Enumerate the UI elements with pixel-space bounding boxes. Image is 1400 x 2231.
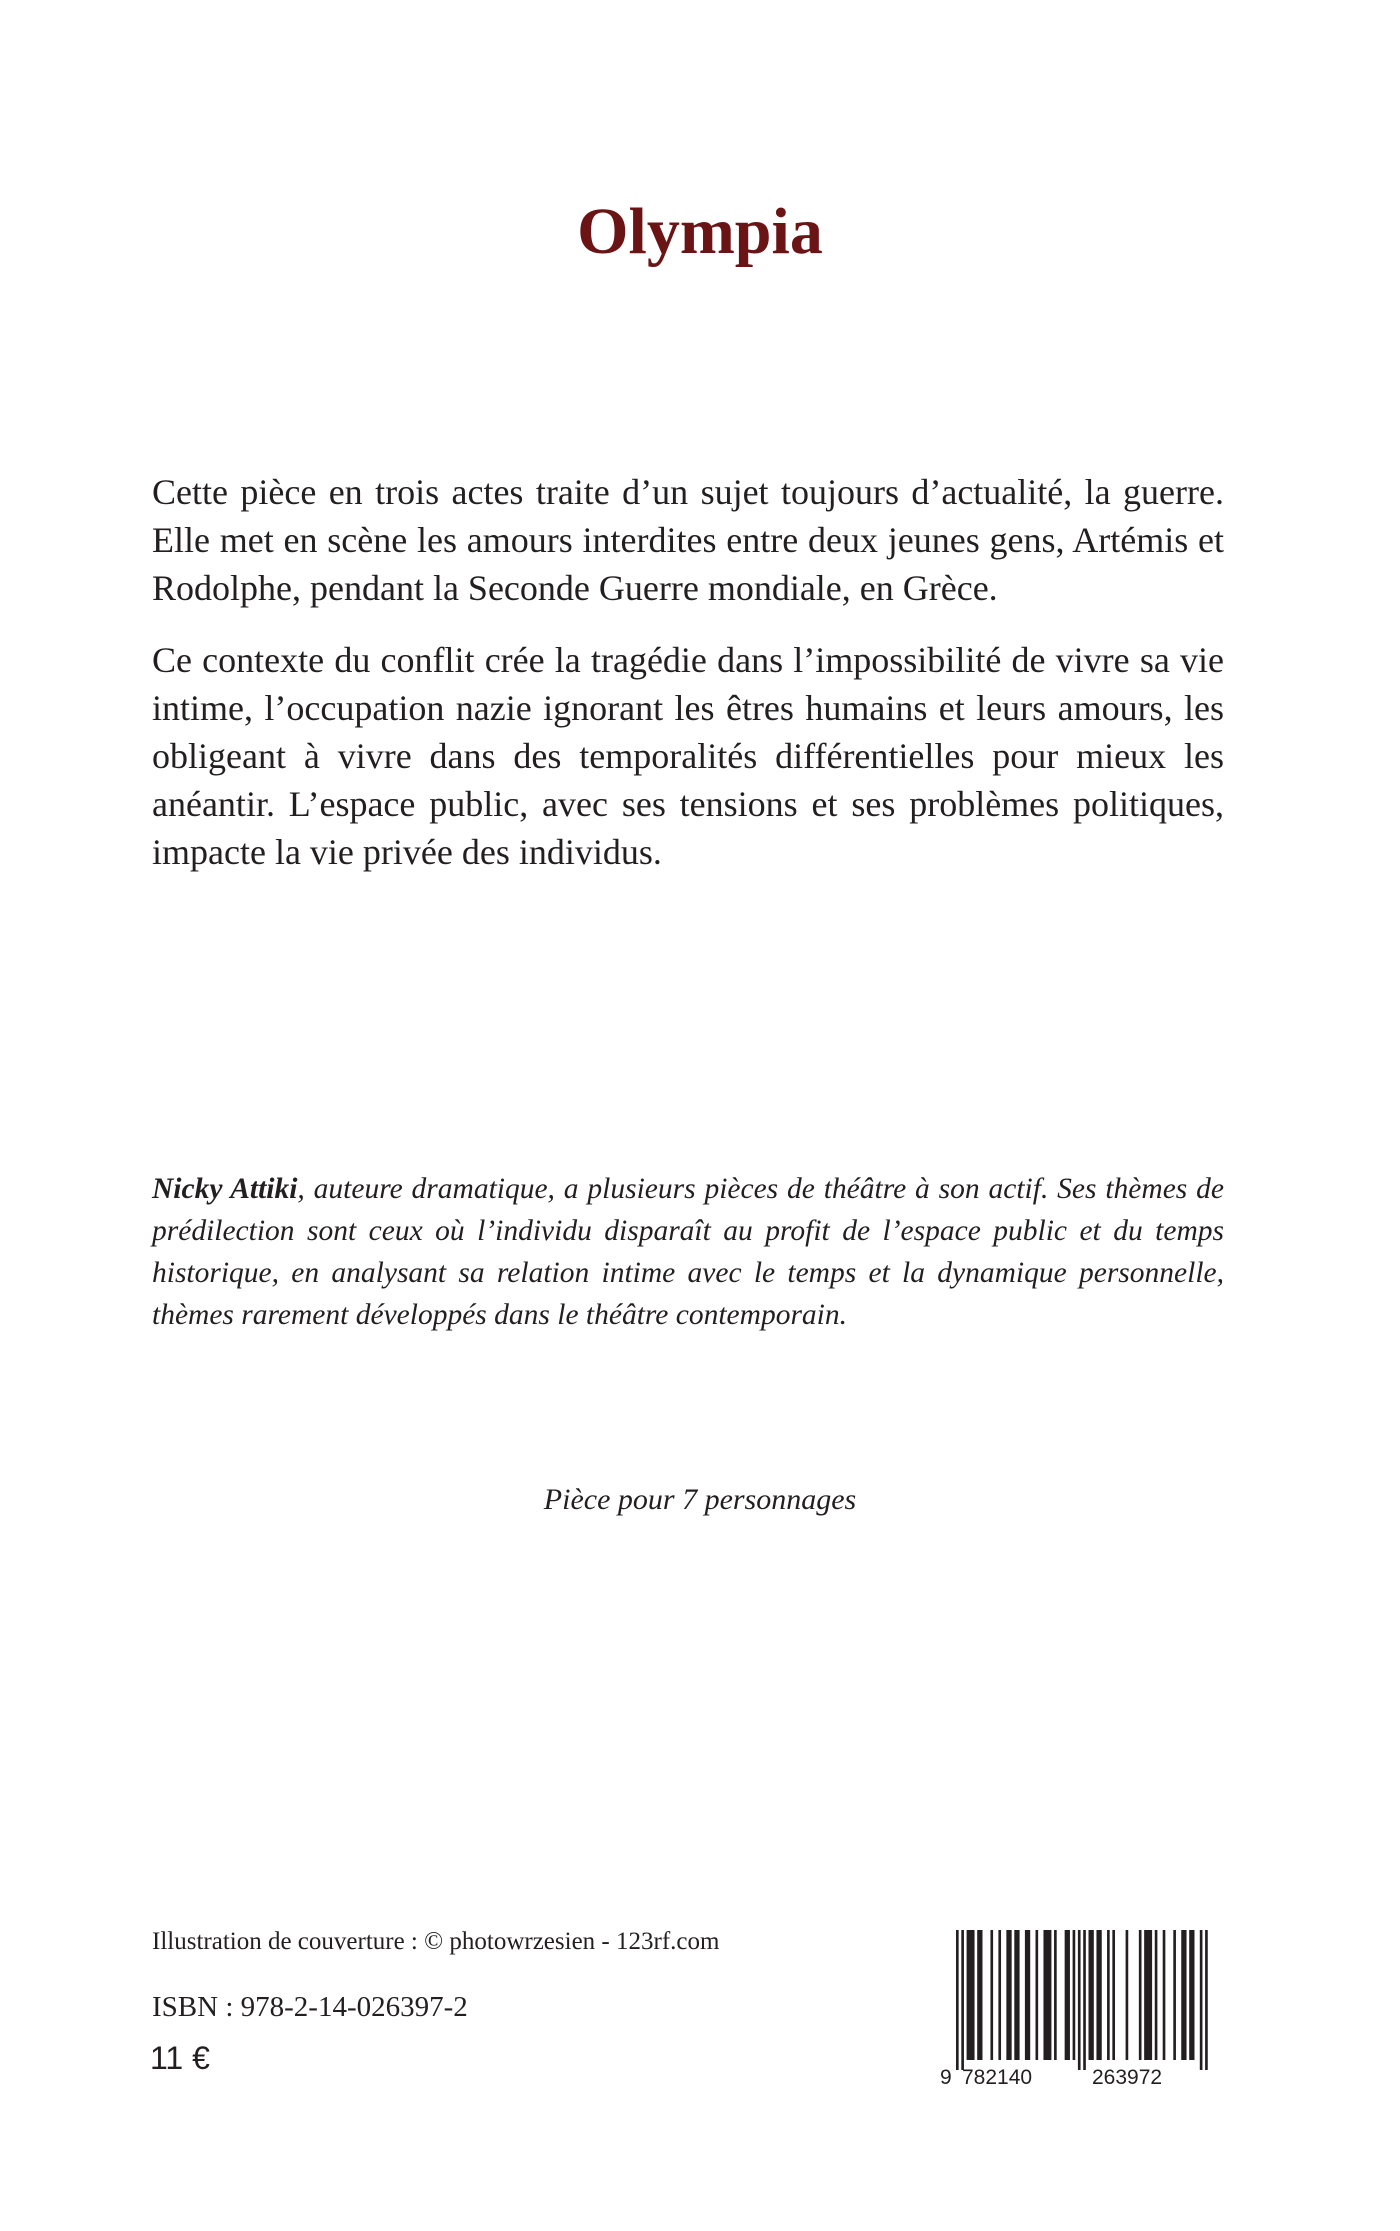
barcode-bar bbox=[1054, 1930, 1057, 2060]
cast-note: Pièce pour 7 personnages bbox=[543, 1483, 857, 1516]
barcode-bar bbox=[1181, 1930, 1186, 2060]
back-cover-summary bbox=[152, 468, 1224, 900]
barcode-bar bbox=[1025, 1930, 1030, 2060]
barcode-bar bbox=[1043, 1930, 1051, 2060]
barcode-bar bbox=[1107, 1930, 1110, 2060]
barcode-bar bbox=[1189, 1930, 1194, 2060]
barcode-bar bbox=[1083, 1930, 1086, 2070]
barcode-bar bbox=[998, 1930, 1001, 2060]
illustration-credit: Illustration de couverture : © photowrzesien - 123rf.com bbox=[152, 1928, 720, 1955]
book-title: Olympia bbox=[577, 195, 823, 268]
barcode-bar bbox=[1139, 1930, 1142, 2060]
barcode-bar bbox=[1036, 1930, 1039, 2060]
barcode-bar bbox=[956, 1930, 959, 2070]
barcode-right-digits: 263972 bbox=[1092, 2066, 1163, 2087]
barcode-bar bbox=[1078, 1930, 1081, 2070]
barcode-bar bbox=[1144, 1930, 1152, 2060]
author-bio bbox=[152, 1168, 1224, 1336]
barcode-bar bbox=[1155, 1930, 1158, 2060]
barcode-bar bbox=[977, 1930, 982, 2060]
barcode-bar bbox=[1073, 1930, 1076, 2060]
barcode-bar bbox=[1200, 1930, 1203, 2070]
barcode-bar bbox=[967, 1930, 975, 2060]
price: 11 € bbox=[150, 2040, 210, 2076]
barcode-bar bbox=[1089, 1930, 1094, 2060]
summary-paragraph-1: Cette pièce en trois actes traite d’un sujet toujours d’actualité, la guerre. Elle met en scène les amours interdites entre deux jeunes gens, Artémis et Rodolphe, pendant la Seconde Guerre mondiale, en Grèce. bbox=[152, 472, 1224, 608]
barcode-bar bbox=[990, 1930, 993, 2060]
barcode-bar bbox=[1126, 1930, 1129, 2060]
barcode-bar bbox=[1096, 1930, 1101, 2060]
author-name: Nicky Attiki bbox=[152, 1173, 298, 1205]
barcode-first-digit: 9 bbox=[940, 2066, 952, 2087]
barcode-bar bbox=[1014, 1930, 1019, 2060]
barcode-bar bbox=[961, 1930, 964, 2070]
isbn: ISBN : 978-2-14-026397-2 bbox=[152, 1991, 468, 2023]
author-bio-text: , auteure dramatique, a plusieurs pièces de théâtre à son actif. Ses thèmes de prédilection sont ceux où l’individu disparaît au profit de l’espace public et du temps historique, en analysant sa relation intime avec le temps et la dynamique personnelle, thèmes rarement développés dans le théâtre contemporain. bbox=[152, 1173, 1224, 1331]
barcode-bar bbox=[1163, 1930, 1166, 2060]
barcode-left-digits: 782140 bbox=[962, 2066, 1033, 2087]
barcode-bar bbox=[1173, 1930, 1176, 2060]
barcode-bar bbox=[1112, 1930, 1115, 2060]
summary-paragraph-2: Ce contexte du conflit crée la tragédie dans l’impossibilité de vivre sa vie intime, l’occupation nazie ignorant les êtres humains et leurs amours, les obligeant à vivre dans des temporalités différentielles pour mieux les anéantir. L’espace public, avec ses tensions et ses problèmes politiques, impacte la vie privée des individus. bbox=[152, 640, 1224, 872]
isbn-barcode bbox=[940, 1930, 1224, 2087]
barcode-bar bbox=[1205, 1930, 1208, 2070]
barcode-bar bbox=[1065, 1930, 1070, 2060]
barcode-bar bbox=[1006, 1930, 1011, 2060]
